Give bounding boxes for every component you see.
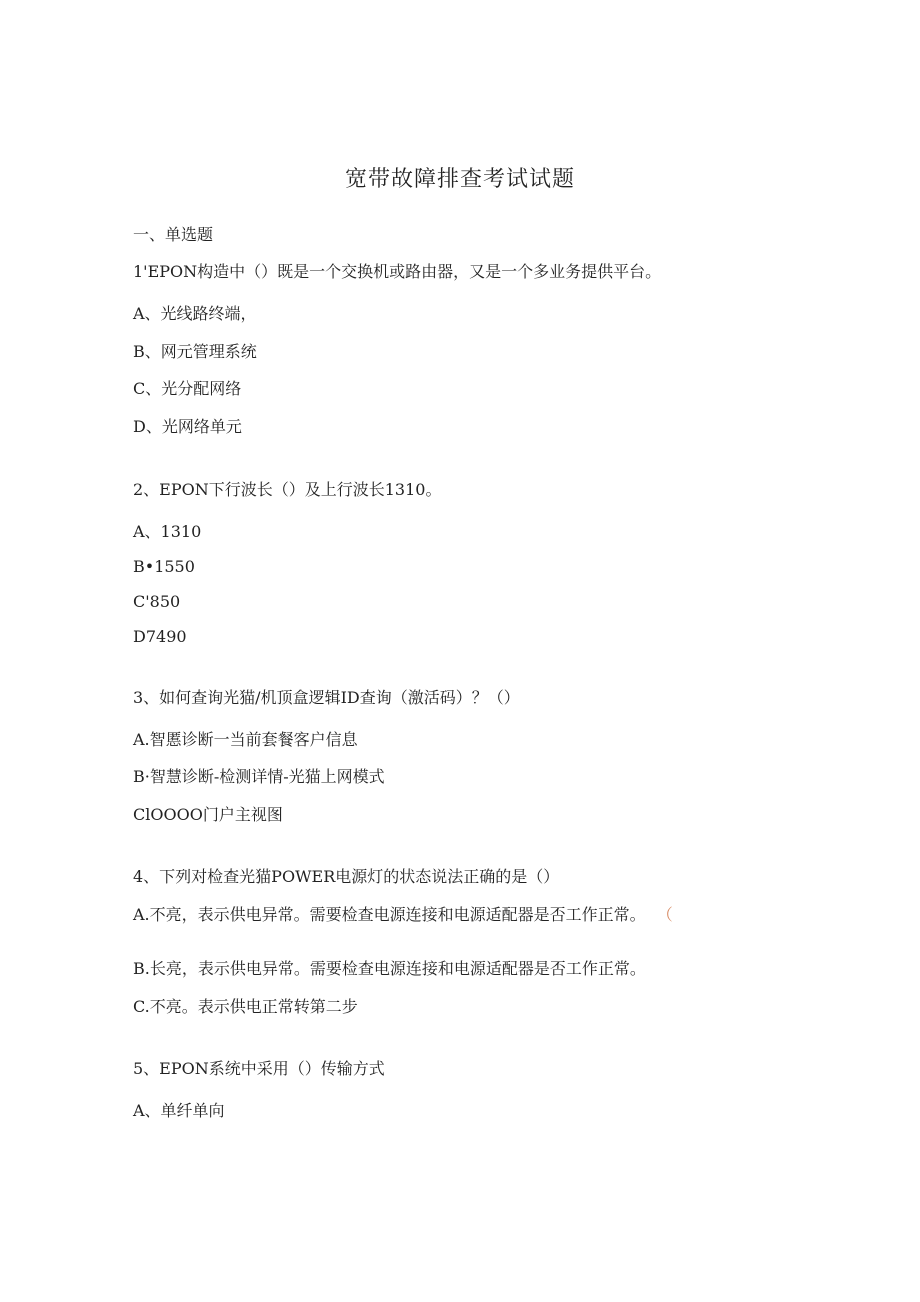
question-2-stem: 2、EPON下行波长（）及上行波长1310。 (133, 480, 442, 499)
question-3-stem: 3、如何查询光猫/机顶盒逻辑ID查询（激活码）？（） (133, 688, 520, 707)
question-5-stem: 5、EPON系统中采用（）传输方式 (133, 1059, 385, 1078)
question-4-stem: 4、下列对检查光猫POWER电源灯的状态说法正确的是（） (133, 867, 560, 886)
question-3-option-b: B·智慧诊断-检测详情-光猫上网模式 (133, 767, 385, 786)
question-2-option-d: D7490 (133, 627, 187, 646)
trailing-mark: （ (656, 905, 673, 924)
question-2-option-b: B•1550 (133, 557, 195, 576)
question-3-option-a: A.智慝诊断一当前套餐客户信息 (133, 730, 358, 749)
question-1-option-b: B、网元管理系统 (133, 342, 257, 361)
page-title: 宽带故障排查考试试题 (344, 167, 575, 192)
question-4-option-b: B.长亮，表示供电异常。需要检查电源连接和电源适配器是否工作正常。 (133, 959, 646, 978)
question-2-option-a: A、1310 (133, 522, 202, 541)
question-1-option-d: D、光网络单元 (133, 417, 242, 436)
question-4-option-a-text: A.不亮，表示供电异常。需要检查电源连接和电源适配器是否工作正常。 (133, 905, 646, 924)
section-heading: 一、单选题 (133, 225, 214, 244)
question-3-option-c: ClOOOO门户主视图 (133, 805, 283, 824)
question-4-option-c: C.不亮。表示供电正常转第二步 (133, 997, 358, 1016)
question-1-option-a: A、光线路终端， (133, 304, 257, 323)
question-1-option-c: C、光分配网络 (133, 379, 242, 398)
question-5-option-a: A、单纤单向 (133, 1101, 225, 1120)
question-2-option-c: C'850 (133, 592, 181, 611)
question-1-stem: 1'EPON构造中（）既是一个交换机或路由器，又是一个多业务提供平台。 (133, 262, 662, 281)
question-4-option-a (133, 905, 673, 925)
